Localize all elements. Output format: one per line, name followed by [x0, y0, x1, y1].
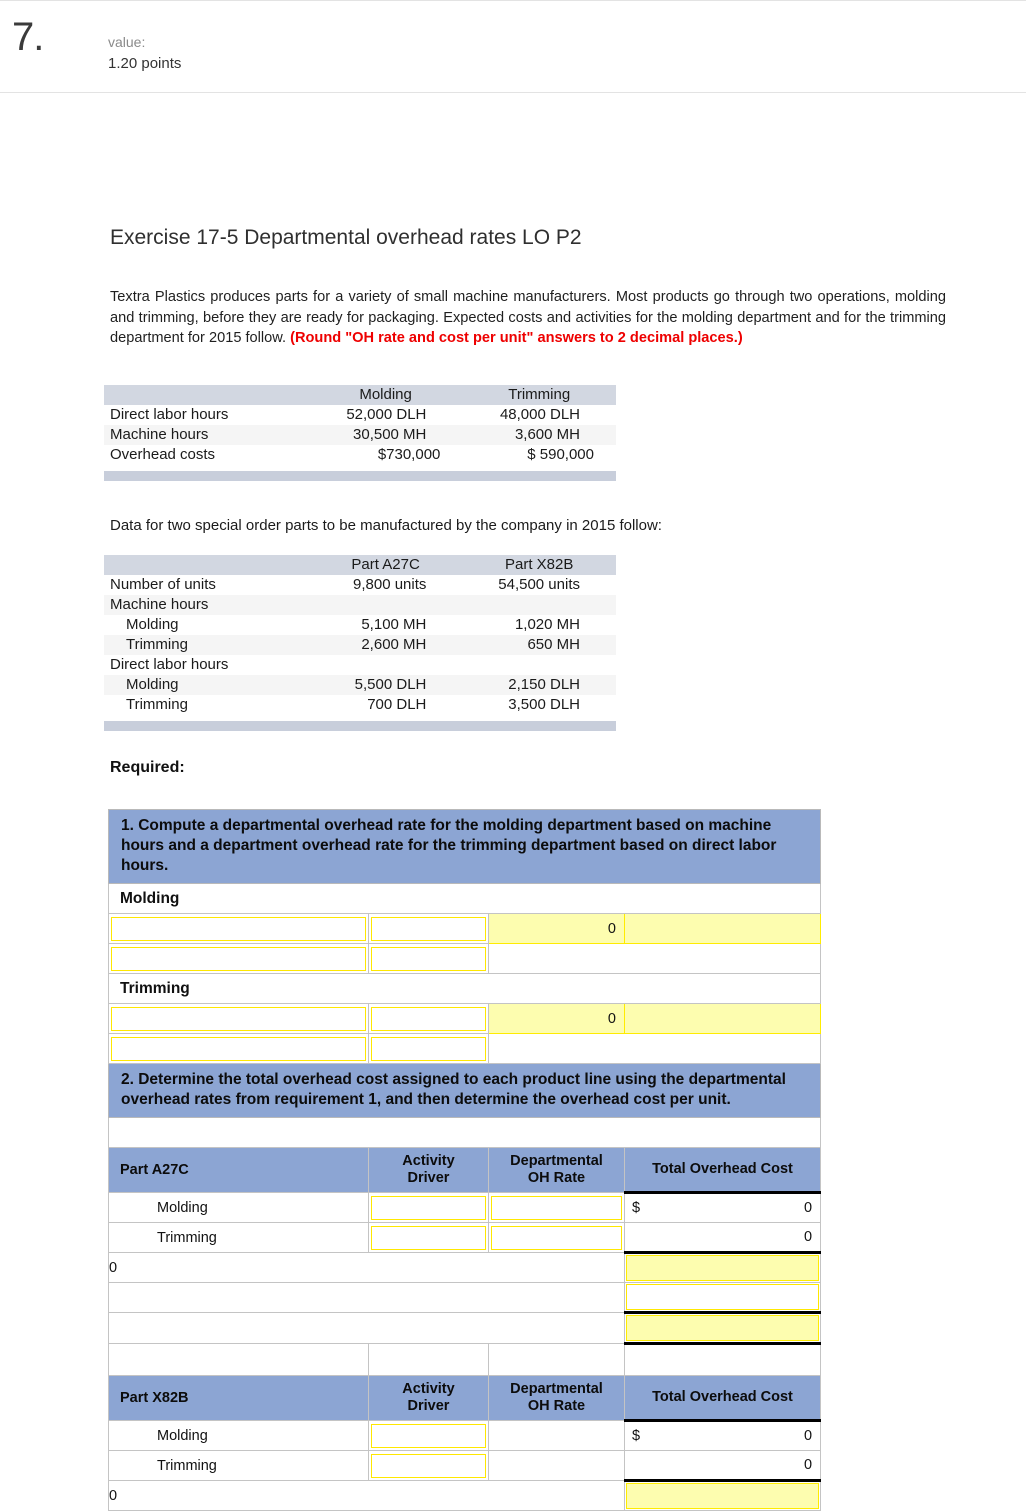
requirement-1-instruction: 1. Compute a departmental overhead rate for the molding department based on machine hours and a department overhead rate for the trimming department based on direct labor hours. — [109, 810, 821, 884]
a27c-activity-driver-line1: Activity — [402, 1153, 455, 1169]
a27c-trimming-driver-cell[interactable] — [369, 1223, 489, 1253]
molding-label2-input[interactable] — [371, 947, 486, 971]
row-value-a27c — [309, 655, 463, 675]
spacer-cell — [109, 1118, 821, 1148]
trimming-label2-input[interactable] — [371, 1037, 486, 1061]
row-label: Number of units — [110, 576, 216, 593]
a27c-molding-row — [109, 1193, 821, 1223]
a27c-molding-driver-cell[interactable] — [369, 1193, 489, 1223]
x82b-molding-driver-input[interactable] — [371, 1424, 486, 1448]
trimming-denominator-input[interactable] — [371, 1007, 486, 1031]
x82b-molding-driver-cell[interactable] — [369, 1421, 489, 1451]
row-value-trimming: 48,000 DLH — [499, 406, 580, 423]
question-number: 7. — [12, 15, 44, 59]
a27c-units-row — [109, 1283, 821, 1313]
a27c-col-dept-oh-rate — [489, 1148, 625, 1193]
gap-cell-4 — [625, 1344, 821, 1376]
trimming-numerator-cell[interactable] — [109, 1004, 369, 1034]
a27c-trimming-rate-cell[interactable] — [489, 1223, 625, 1253]
exhibit2-col-a27c: Part A27C — [309, 555, 463, 575]
a27c-col-activity-driver — [369, 1148, 489, 1193]
table-footer-bar — [104, 471, 616, 481]
row-label: Trimming — [126, 696, 188, 713]
trimming-rate-result-cell — [489, 1004, 625, 1034]
value-label: value: — [108, 34, 146, 50]
x82b-title: Part X82B — [109, 1376, 369, 1421]
a27c-subtotal-label: 0 — [109, 1253, 625, 1283]
x82b-molding-total-value: 0 — [803, 1428, 813, 1444]
special-order-intro: Data for two special order parts to be manufactured by the company in 2015 follow: — [110, 517, 662, 534]
required-label: Required: — [110, 759, 185, 776]
trimming-label2-cell[interactable] — [369, 1034, 489, 1064]
table-row — [104, 635, 616, 655]
x82b-molding-label: Molding — [109, 1421, 369, 1451]
molding-rate-unit-cell[interactable] — [625, 914, 821, 944]
gap-cell-1 — [109, 1344, 369, 1376]
a27c-subtotal-input[interactable] — [626, 1255, 819, 1281]
trimming-label-cell[interactable] — [109, 1034, 369, 1064]
molding-section-row — [109, 884, 821, 914]
table-row — [104, 575, 616, 595]
a27c-activity-driver-line2: Driver — [407, 1170, 450, 1186]
x82b-molding-row — [109, 1421, 821, 1451]
a27c-trimming-rate-input[interactable] — [491, 1226, 622, 1250]
exhibit2-col-x82b: Part X82B — [462, 555, 616, 575]
x82b-molding-rate-cell — [489, 1421, 625, 1451]
molding-label-cell[interactable] — [109, 944, 369, 974]
a27c-trimming-driver-input[interactable] — [371, 1226, 486, 1250]
x82b-activity-driver-line2: Driver — [407, 1398, 450, 1414]
a27c-molding-driver-input[interactable] — [371, 1196, 486, 1220]
x82b-trimming-label: Trimming — [109, 1451, 369, 1481]
a27c-units-label-cell — [109, 1283, 625, 1313]
a27c-trimming-row — [109, 1223, 821, 1253]
a27c-per-unit-label-cell — [109, 1313, 625, 1344]
row-value-a27c: 700 DLH — [367, 696, 427, 713]
requirement-1-row — [109, 810, 821, 884]
table-row — [104, 695, 616, 715]
answer-worksheet — [108, 809, 821, 1511]
exhibit2-col-blank — [104, 555, 309, 575]
row-label: Direct labor hours — [110, 406, 229, 423]
trimming-blank-cell — [489, 1034, 821, 1064]
row-label: Direct labor hours — [110, 656, 229, 673]
requirement-2-row — [109, 1064, 821, 1118]
a27c-trimming-total-value: 0 — [803, 1229, 813, 1245]
row-value-a27c: 5,500 DLH — [309, 675, 463, 695]
exhibit1-col-trimming: Trimming — [462, 385, 616, 405]
x82b-header-row — [109, 1376, 821, 1421]
requirement-2-instruction: 2. Determine the total overhead cost assigned to each product line using the departmental overhead rates from requirement 1, and then determine the overhead cost per unit. — [109, 1064, 821, 1118]
table-row — [104, 655, 616, 675]
x82b-trimming-rate-cell — [489, 1451, 625, 1481]
row-label: Molding — [126, 616, 179, 633]
a27c-per-unit-row — [109, 1313, 821, 1344]
x82b-trimming-driver-cell[interactable] — [369, 1451, 489, 1481]
row-label: Trimming — [104, 635, 309, 655]
molding-section-label: Molding — [109, 884, 821, 914]
gap-cell-3 — [489, 1344, 625, 1376]
molding-label-input[interactable] — [111, 947, 366, 971]
molding-denominator-cell[interactable] — [369, 914, 489, 944]
trimming-input-row-1 — [109, 1004, 821, 1034]
row-value-x82b — [462, 595, 616, 615]
departmental-data-table — [104, 385, 616, 481]
x82b-subtotal-label: 0 — [109, 1481, 625, 1511]
row-label: Machine hours — [104, 425, 309, 445]
part-table-gap-row — [109, 1344, 821, 1376]
dollar-sign-icon: $ — [632, 1200, 641, 1216]
description-emphasis: (Round "OH rate and cost per unit" answers to 2 decimal places.) — [290, 330, 743, 346]
x82b-trimming-driver-input[interactable] — [371, 1454, 486, 1478]
a27c-trimming-total-cell — [625, 1223, 821, 1253]
x82b-molding-total-cell — [625, 1421, 821, 1451]
row-value-x82b: 3,500 DLH — [508, 696, 580, 713]
a27c-units-input[interactable] — [626, 1284, 819, 1310]
a27c-molding-total — [625, 1194, 820, 1222]
table-header-row — [104, 385, 616, 405]
x82b-col-total-overhead-cost: Total Overhead Cost — [625, 1376, 821, 1421]
molding-numerator-input[interactable] — [111, 917, 366, 941]
a27c-units-cell[interactable] — [625, 1283, 821, 1313]
a27c-dept-rate-line1: Departmental — [510, 1153, 603, 1169]
table-row — [104, 675, 616, 695]
trimming-numerator-input[interactable] — [111, 1007, 366, 1031]
x82b-subtotal-input[interactable] — [626, 1483, 819, 1509]
trimming-rate-result: 0 — [607, 1010, 616, 1027]
table-row — [104, 425, 616, 445]
row-label: Machine hours — [104, 595, 309, 615]
gap-cell-2 — [369, 1344, 489, 1376]
page-title: Exercise 17-5 Departmental overhead rates LO P2 — [110, 226, 582, 249]
table-row — [104, 595, 616, 615]
row-value-a27c: 9,800 units — [353, 576, 427, 593]
molding-denominator-input[interactable] — [371, 917, 486, 941]
row-value-a27c — [309, 595, 463, 615]
table-row — [104, 615, 616, 635]
x82b-col-dept-oh-rate — [489, 1376, 625, 1421]
x82b-col-activity-driver — [369, 1376, 489, 1421]
a27c-title: Part A27C — [109, 1148, 369, 1193]
row-value-x82b: 2,150 DLH — [462, 675, 616, 695]
row-value-trimming: $ 590,000 — [527, 446, 594, 463]
row-value-molding: 30,500 MH — [309, 425, 463, 445]
a27c-molding-rate-cell[interactable] — [489, 1193, 625, 1223]
trimming-section-row — [109, 974, 821, 1004]
question-header — [0, 0, 1026, 93]
a27c-molding-label: Molding — [109, 1193, 369, 1223]
row-value-x82b: 650 MH — [462, 635, 616, 655]
a27c-header-row — [109, 1148, 821, 1193]
molding-input-row-1 — [109, 914, 821, 944]
row-value-x82b — [462, 655, 616, 675]
trimming-label-input[interactable] — [111, 1037, 366, 1061]
x82b-activity-driver-line1: Activity — [402, 1381, 455, 1397]
description-text: Textra Plastics produces parts for a variety of small machine manufacturers. Most products go through two operations, molding and trimming, before they are ready for packaging. Expected costs and activities for the molding department and for the trimming department for 2015 follow. — [110, 289, 946, 346]
a27c-col-total-overhead-cost: Total Overhead Cost — [625, 1148, 821, 1193]
x82b-dept-rate-line1: Departmental — [510, 1381, 603, 1397]
row-value-a27c: 5,100 MH — [361, 616, 427, 633]
a27c-dept-rate-line2: OH Rate — [527, 1170, 586, 1186]
row-value-x82b: 1,020 MH — [514, 616, 580, 633]
spacer-row — [109, 1118, 821, 1148]
molding-numerator-cell[interactable] — [109, 914, 369, 944]
special-order-parts-table — [104, 555, 616, 731]
a27c-molding-total-cell — [625, 1193, 821, 1223]
molding-input-row-2 — [109, 944, 821, 974]
trimming-denominator-cell[interactable] — [369, 1004, 489, 1034]
molding-label2-cell[interactable] — [369, 944, 489, 974]
molding-rate-result-cell — [489, 914, 625, 944]
table-row — [104, 405, 616, 425]
table-footer-bar — [104, 721, 616, 731]
trimming-input-row-2 — [109, 1034, 821, 1064]
dollar-sign-icon: $ — [632, 1428, 641, 1444]
x82b-dept-rate-line2: OH Rate — [527, 1398, 586, 1414]
a27c-per-unit-cell[interactable] — [625, 1313, 821, 1344]
value-points: 1.20 points — [108, 55, 182, 72]
x82b-subtotal-row — [109, 1481, 821, 1511]
trimming-section-label: Trimming — [109, 974, 821, 1004]
table-row — [104, 445, 616, 465]
x82b-trimming-row — [109, 1451, 821, 1481]
molding-rate-result: 0 — [607, 920, 616, 937]
a27c-trimming-label: Trimming — [109, 1223, 369, 1253]
question-value-block — [108, 31, 181, 75]
exercise-description — [110, 287, 946, 349]
row-value-molding: $730,000 — [377, 446, 441, 463]
molding-blank-cell — [489, 944, 821, 974]
row-label: Molding — [104, 675, 309, 695]
row-value-a27c: 2,600 MH — [309, 635, 463, 655]
exhibit1-col-molding: Molding — [309, 385, 463, 405]
a27c-subtotal-row — [109, 1253, 821, 1283]
a27c-subtotal-cell[interactable] — [625, 1253, 821, 1283]
x82b-trimming-total-cell — [625, 1451, 821, 1481]
x82b-subtotal-cell[interactable] — [625, 1481, 821, 1511]
x82b-trimming-total-value: 0 — [803, 1457, 813, 1473]
a27c-molding-rate-input[interactable] — [491, 1196, 622, 1220]
table-header-row — [104, 555, 616, 575]
row-value-molding: 52,000 DLH — [346, 406, 427, 423]
exhibit1-col-blank — [104, 385, 309, 405]
row-label: Overhead costs — [110, 446, 216, 463]
x82b-molding-total — [625, 1422, 820, 1450]
a27c-per-unit-input[interactable] — [626, 1315, 819, 1341]
trimming-rate-unit-cell[interactable] — [625, 1004, 821, 1034]
row-value-x82b: 54,500 units — [498, 576, 580, 593]
a27c-molding-total-value: 0 — [803, 1200, 813, 1216]
row-value-trimming: 3,600 MH — [462, 425, 616, 445]
